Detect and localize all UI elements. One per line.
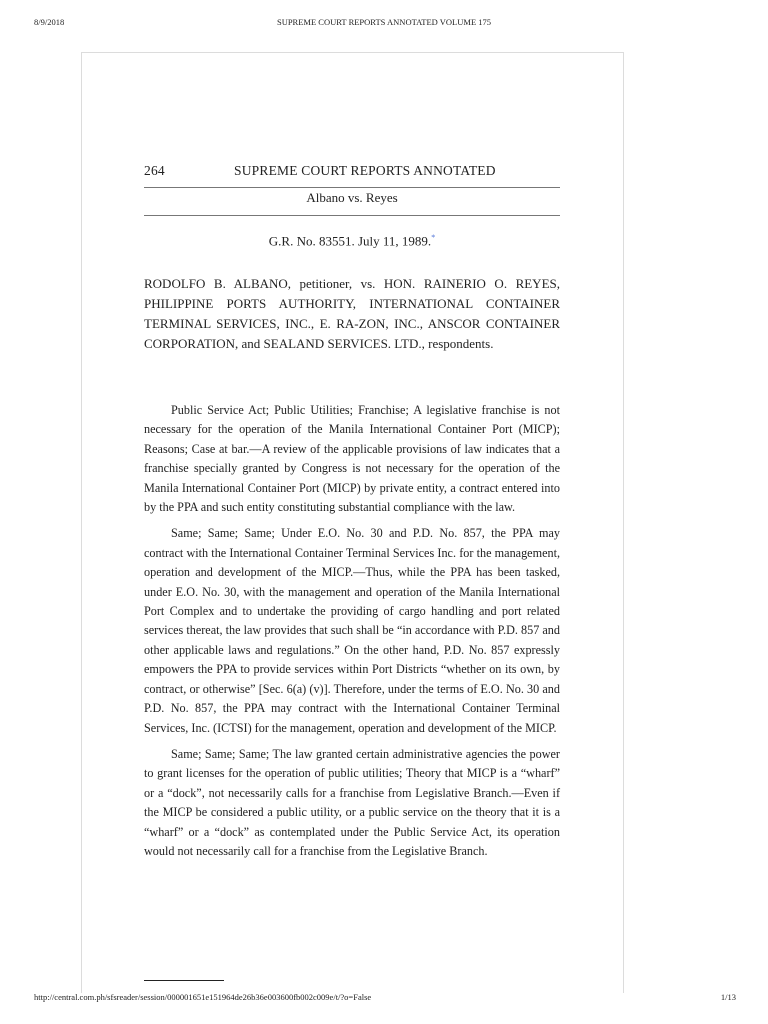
running-title: SUPREME COURT REPORTS ANNOTATED [234,163,496,178]
case-parties: RODOLFO B. ALBANO, petitioner, vs. HON. RAINERIO O. REYES, PHILIPPINE PORTS AUTHORITY, INTERNATIONAL CONTAINER TERMINAL SERVICES, INC., E. RA-ZON, INC., ANSCOR CONTAINER CORPORATION, and SEALAND SERVICES. LTD., respondents. [144,276,560,351]
footnote-marker-link[interactable]: * [431,233,436,242]
print-header [0,17,768,33]
print-title: SUPREME COURT REPORTS ANNOTATED VOLUME 175 [276,17,492,27]
running-head [144,163,560,181]
print-url: http://central.com.ph/sfsreader/session/000001651e151964de26b36e003600fb002c009e/t/?o=False [34,992,372,1002]
syllabus-paragraph: Public Service Act; Public Utilities; Franchise; A legislative franchise is not necessary for the operation of the Manila International Container Port (MICP); Reasons; Case at bar.—A review of the applicable provisions of law indicates that a franchise specially granted by Congress is not necessary for the operation of the Manila International Container Port (MICP) by private entity, a contract entered into by the PPA and such entity constituting substantial compliance with the law. [144,403,560,515]
short-case-caption: Albano vs. Reyes [306,190,398,205]
gr-number-line [144,233,560,249]
document-page [81,52,624,993]
footnote-separator [144,980,224,981]
syllabus-paragraph: Same; Same; Same; The law granted certain administrative agencies the power to grant licenses for the operation of public utilities; Theory that MICP is a “wharf” or a “dock”, not necessarily calls for a franchise from Legislative Branch.—Even if the MICP be considered a public utility, or a public service on the theory that it is a “wharf” or a “dock” as contemplated under the Public Service Act, its operation would not necessarily call for a franchise from the Legislative Branch. [144,746,560,858]
print-page-count: 1/13 [720,992,736,1002]
syllabus [144,401,560,868]
print-date: 8/9/2018 [34,17,65,27]
header-rule-bottom [144,215,560,216]
print-footer [0,992,768,1008]
page-number: 264 [144,163,165,178]
syllabus-paragraph: Same; Same; Same; Under E.O. No. 30 and P.D. No. 857, the PPA may contract with the International Container Terminal Services Inc. for the management, operation and development of the MICP.—Thus, while the PPA has been tasked, under E.O. No. 30, with the management and operation of the Manila International Port Complex and to undertake the providing of cargo handling and port related services thereat, the law provides that such shall be “in accordance with P.D. 857 and other applicable laws and regulations.” On the other hand, P.D. No. 857 expressly empowers the PPA to provide services within Port Districts “whether on its own, by contract, or otherwise” [Sec. 6(a) (v)]. Therefore, under the terms of E.O. No. 30 and P.D. No. 857, the PPA may contract with the International Container Terminal Services, Inc. (ICTSI) for the management, operation and development of the MICP. [144,526,560,735]
header-rule-top [144,187,560,188]
gr-text: G.R. No. 83551. July 11, 1989. [268,233,432,249]
